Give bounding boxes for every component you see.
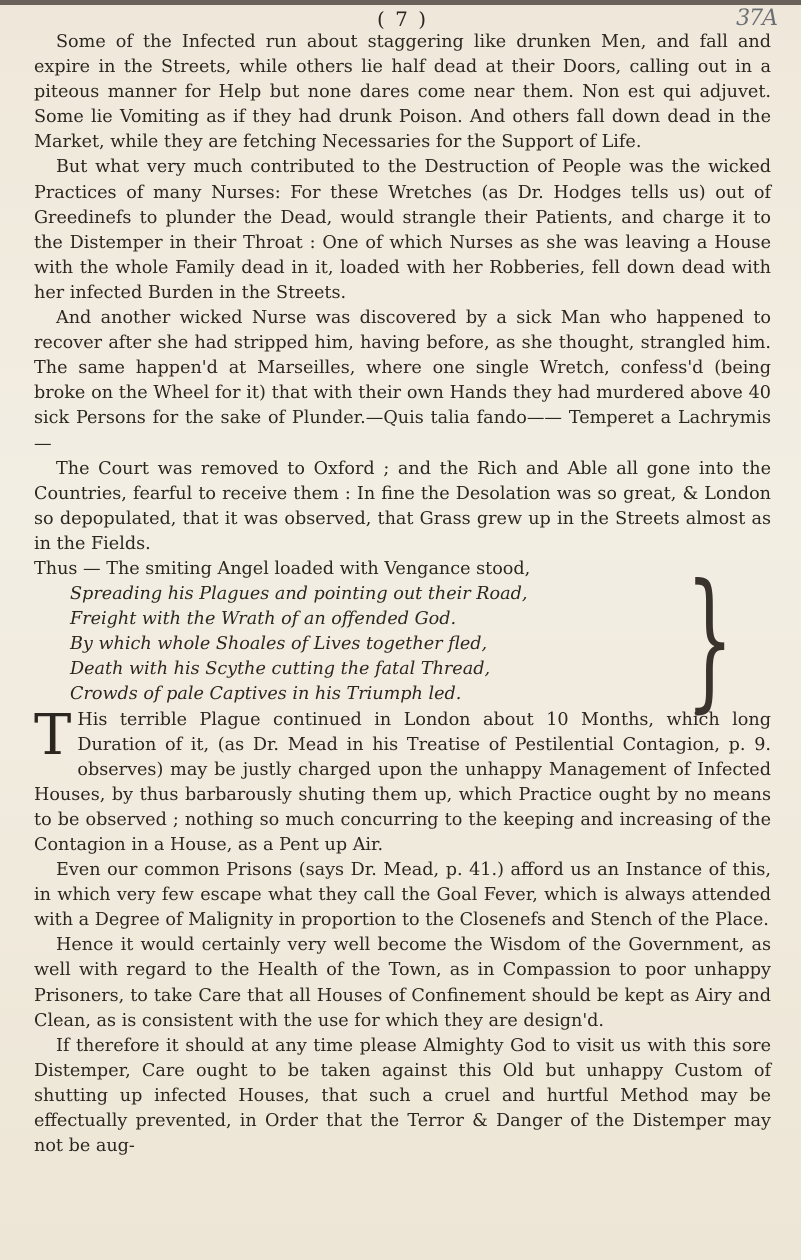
verse-line: Thus — The smiting Angel loaded with Vengance stood,	[34, 558, 531, 579]
page-header	[34, 6, 777, 31]
top-border	[0, 0, 801, 5]
verse-block	[34, 552, 771, 727]
verse-line: Crowds of pale Captives in his Triumph led.	[70, 684, 462, 705]
verse-brace: }	[685, 552, 734, 727]
paragraph-court: The Court was removed to Oxford ; and the Rich and Able all gone into the Countries, fearful to receive them : In fine the Desolation was so great, & London so depopulated, that it was observed, that Grass grew up in the Streets almost as in the Fields.	[34, 458, 771, 554]
paragraph-infected: Some of the Infected run about staggering like drunken Men, and fall and expire in the Streets, while others lie half dead at their Doors, calling out in a piteous manner for Help but none dares come near them. Non est qui adjuvet. Some lie Vomiting as if they had drunk Poison. And others fall down dead in the Market, while they are fetching Necessaries for the Support of Life.	[34, 32, 771, 153]
paragraph-therefore: If therefore it should at any time please Almighty God to visit us with this sore Distemper, Care ought to be taken against this Old but unhappy Custom of shutting up infected Houses, that such a cruel and hurtful Method may be effectually prevented, in Order that the Terror & Danger of the Distemper may not be aug-	[34, 1035, 771, 1157]
verse-line: Spreading his Plagues and pointing out their Road,	[70, 584, 528, 605]
paragraph-government: Hence it would certainly very well become the Wisdom of the Government, as well with regard to the Health of the Town, as in Compassion to poor unhappy Prisoners, to take Care that all Houses of Confinement should be kept as Airy and Clean, as is consistent with the use for which they are design'd.	[34, 935, 771, 1031]
page-number: ( 7 )	[376, 7, 429, 31]
paragraph-nurses: But what very much contributed to the Destruction of People was the wicked Practices of many Nurses: For these Wretches (as Dr. Hodges tells us) out of Greedinefs to plunder the Dead, would strangle their Patients, and charge it to the Distemper in their Throat : One of which Nurses as she was leaving a House with the whole Family dead in it, loaded with her Robberies, fell down dead with her infected Burden in the Streets.	[34, 157, 771, 303]
paragraph-plague-duration	[34, 702, 771, 859]
body-text	[34, 30, 771, 1159]
verse-line: Freight with the Wrath of an offended God.	[70, 609, 457, 630]
drop-cap: T	[34, 702, 72, 768]
paragraph-prisons: Even our common Prisons (says Dr. Mead, p. 41.) afford us an Instance of this, in which very few escape what they call the Goal Fever, which is always attended with a Degree of Malignity in proportion to the Closenefs and Stench of the Place.	[34, 860, 771, 931]
verse-line: Death with his Scythe cutting the fatal Thread,	[70, 659, 491, 680]
handwritten-corner-mark: 37A	[736, 6, 777, 31]
paragraph-plague-text: His terrible Plague continued in London about 10 Months, which long Duration of it, (as Dr. Mead in his Treatise of Pestilential Contagion, p. 9. observes) may be justly charged upon the unhappy Management of Infected Houses, by thus barbarously shuting them up, which Practice ought by no means to be observed ; nothing so much concurring to the keeping and increasing of the Contagion in a House, as a Pent up Air.	[34, 709, 771, 855]
paragraph-another-nurse: And another wicked Nurse was discovered by a sick Man who happened to recover after she had stripped him, having before, as she thought, strangled him. The same happen'd at Marseilles, where one single Wretch, confess'd (being broke on the Wheel for it) that with their own Hands they had murdered above 40 sick Persons for the sake of Plunder.—Quis talia fando—— Temperet a Lachrymis—	[34, 308, 771, 454]
verse-line: By which whole Shoales of Lives together fled,	[70, 634, 488, 655]
